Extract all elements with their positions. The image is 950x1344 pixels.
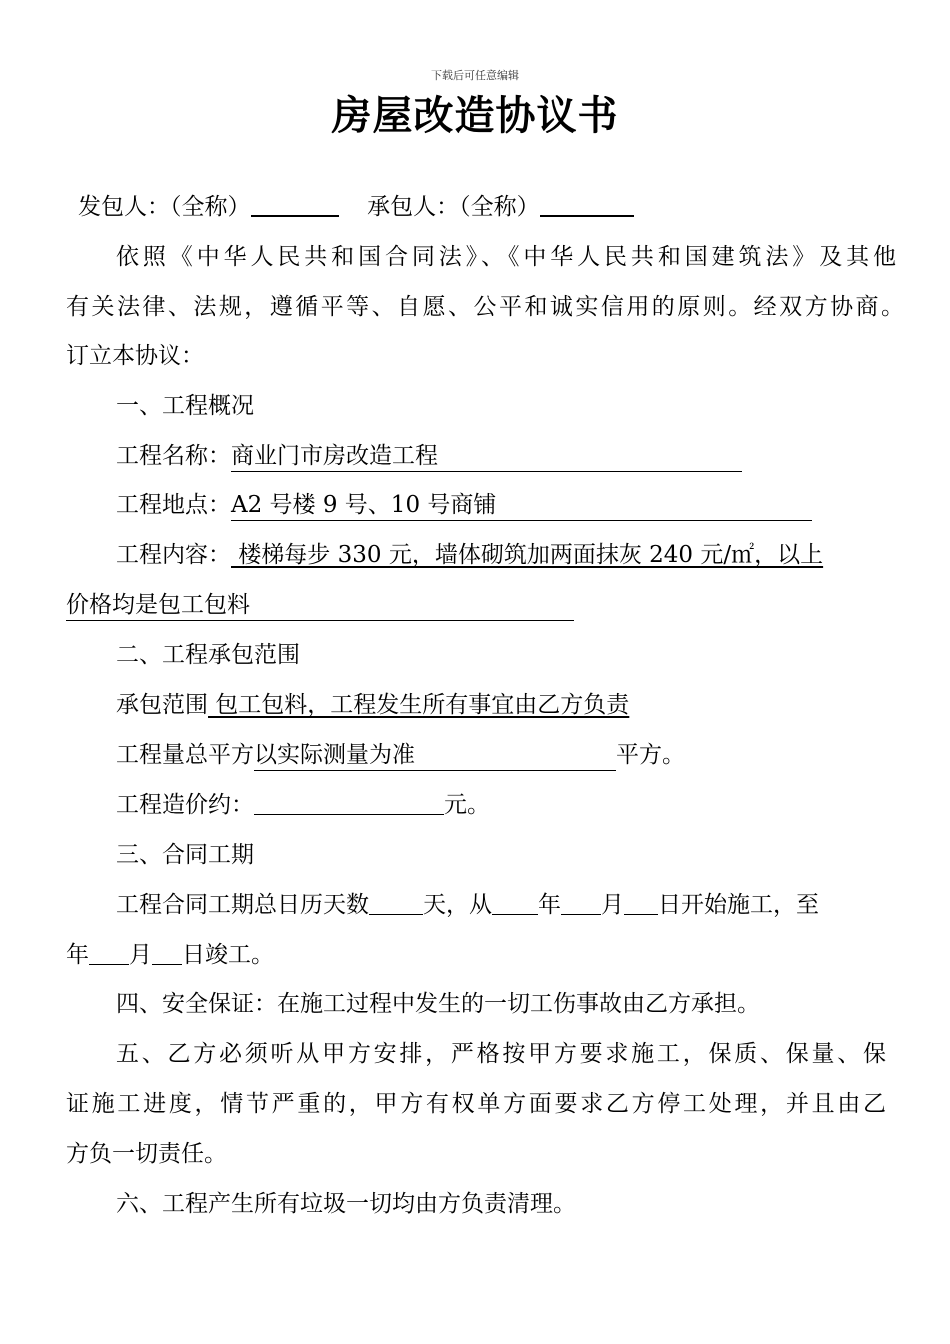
end-month-label: 月 [129,942,152,968]
start-month-label: 月 [601,892,624,918]
scope-value: 包工包料，工程发生所有事宜由乙方负责 [208,692,630,718]
cost-line [66,790,896,820]
area-unit: 平方。 [616,742,685,768]
scope-label: 承包范围 [116,692,208,718]
header-note: 下载后可任意编辑 [431,69,519,82]
period-label: 工程合同工期总日历天数 [116,892,369,918]
end-year-label: 年 [66,942,89,968]
end-day-blank[interactable] [152,942,182,965]
days-blank[interactable] [369,892,423,915]
start-year-blank[interactable] [492,892,538,915]
section5-line-2: 证施工进度，情节严重的，甲方有权单方面要求乙方停工处理，并且由乙 [66,1091,886,1117]
project-location-line [66,490,896,521]
project-content-value-1: 楼梯每步 330 元，墙体砌筑加两面抹灰 240 元/㎡，以上 [231,542,824,568]
section2-heading: 二、工程承包范围 [116,642,300,668]
employer-blank[interactable] [251,193,339,217]
project-name-line [66,441,896,472]
section6-text: 六、工程产生所有垃圾一切均由方负责清理。 [116,1191,576,1217]
end-day-label: 日竣工。 [182,942,274,968]
area-label: 工程量总平方 [116,742,254,768]
section3-heading: 三、合同工期 [116,842,254,868]
start-day-label: 日开始施工，至 [658,892,819,918]
cost-unit: 元。 [444,792,490,818]
preamble-line-1: 依照《中华人民共和国合同法》、《中华人民共和国建筑法》及其他 [116,244,896,270]
project-name-label: 工程名称： [116,443,231,469]
preamble-line-2: 有关法律、法规，遵循平等、自愿、公平和诚实信用的原则。经双方协商。 [66,294,904,320]
project-content-line-2 [66,590,896,621]
period-line-1 [66,890,896,920]
employer-label: 发包人：（全称） [78,194,251,220]
project-content-label: 工程内容： [116,542,231,568]
project-location-value: A2 号楼 9 号、10 号商铺 [231,490,812,521]
preamble-line-3: 订立本协议： [66,343,204,369]
area-value: 以实际测量为准 [254,740,616,771]
contractor-label: 承包人：（全称） [367,194,540,220]
parties-line [78,192,908,222]
area-line [66,740,896,771]
period-from: 天，从 [423,892,492,918]
cost-blank[interactable] [254,792,444,815]
page-title: 房屋改造协议书 [331,92,619,139]
start-month-blank[interactable] [561,892,601,915]
project-name-value: 商业门市房改造工程 [231,441,742,472]
scope-line [66,690,896,720]
cost-label: 工程造价约： [116,792,254,818]
section4-text: 四、安全保证：在施工过程中发生的一切工伤事故由乙方承担。 [116,991,760,1017]
end-month-blank[interactable] [89,942,129,965]
contractor-blank[interactable] [540,193,634,217]
period-line-2 [66,940,896,970]
project-location-label: 工程地点： [116,492,231,518]
project-content-value-2: 价格均是包工包料 [66,590,574,621]
start-day-blank[interactable] [624,892,658,915]
section1-heading: 一、工程概况 [116,393,254,419]
section5-line-3: 方负一切责任。 [66,1141,227,1167]
section5-line-1: 五、乙方必须听从甲方安排，严格按甲方要求施工，保质、保量、保 [116,1041,886,1067]
start-year-label: 年 [538,892,561,918]
project-content-line-1 [66,540,896,570]
